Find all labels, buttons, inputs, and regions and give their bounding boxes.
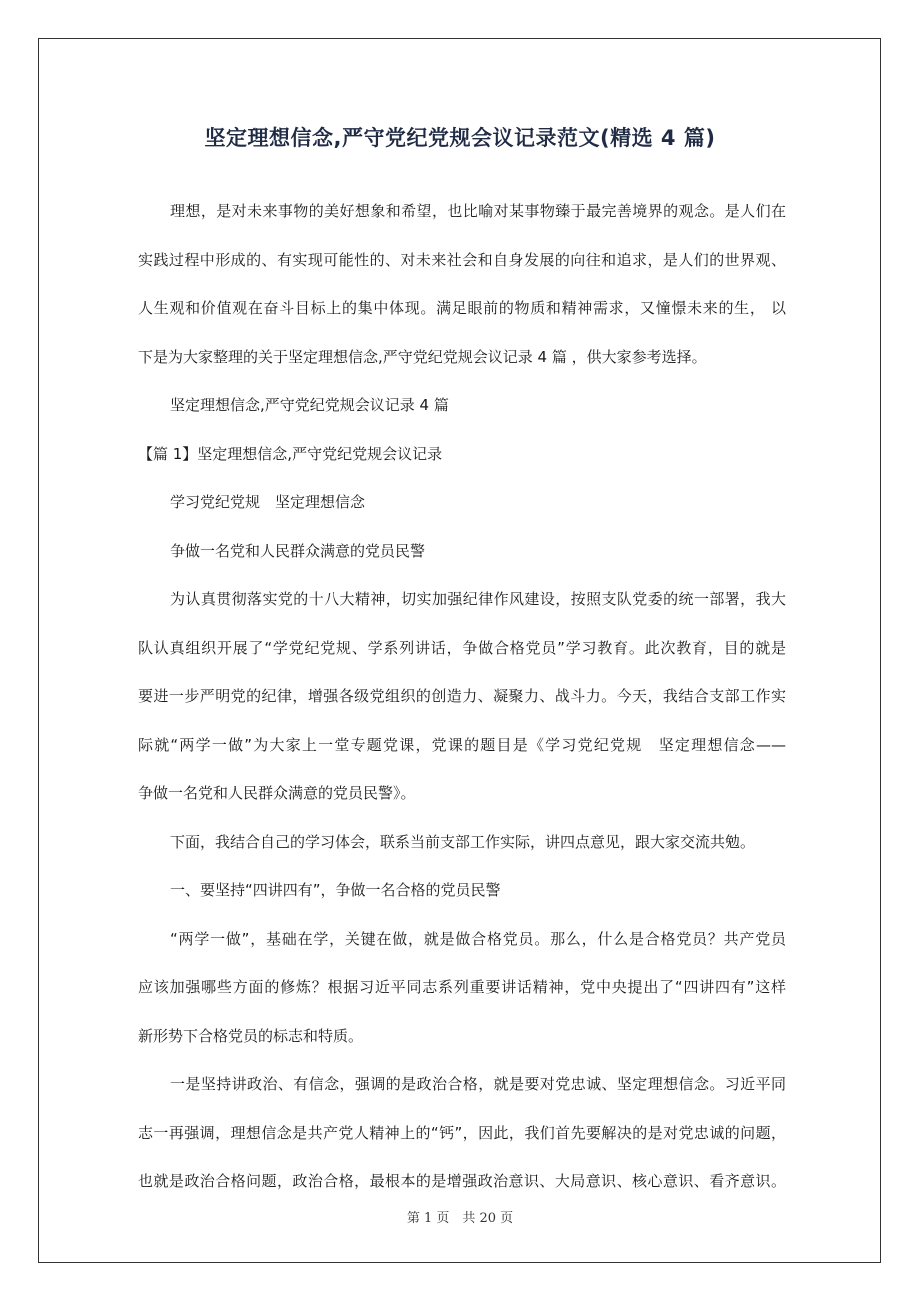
paragraph-line: 下面，我结合自己的学习体会，联系当前支部工作实际，讲四点意见，跟大家交流共勉。 — [170, 832, 756, 851]
paragraph-line: 一是坚持讲政治、有信念，强调的是政治合格，就是要对党忠诚、坚定理想信念。习近平同 — [170, 1075, 786, 1093]
talk-subtitle: 争做一名党和人民群众满意的党员民警 — [170, 541, 426, 560]
paragraph-line: 队认真组织开展了“学党纪党规、学系列讲话，争做合格党员”学习教育。此次教育，目的就是 — [138, 638, 786, 657]
section-subtitle: 坚定理想信念,严守党纪党规会议记录 4 篇 — [170, 396, 449, 414]
paragraph-line: 际就“两学一做”为大家上一堂专题党课，党课的题目是《学习党纪党规 坚定理想信念—— — [138, 735, 786, 754]
paragraph-line: 应该加强哪些方面的修炼？根据习近平同志系列重要讲话精神，党中央提出了“四讲四有”这样 — [138, 978, 786, 996]
paragraph-line: 理想，是对未来事物的美好想象和希望，也比喻对某事物臻于最完善境界的观念。是人们在 — [170, 202, 786, 220]
paragraph-line: 为认真贯彻落实党的十八大精神，切实加强纪律作风建设，按照支队党委的统一部署，我大 — [170, 590, 786, 608]
document-title: 坚定理想信念,严守党纪党规会议记录范文(精选 4 篇) — [204, 126, 716, 150]
paragraph-line: 人生观和价值观在奋斗目标上的集中体现。满足眼前的物质和精神需求，又憧憬未来的生， 以 — [138, 299, 786, 317]
page-number: 第 1 页 共 20 页 — [406, 1211, 514, 1226]
paragraph-line: 也就是政治合格问题，政治合格，最根本的是增强政治意识、大局意识、核心意识、看齐意识。 — [138, 1172, 786, 1190]
talk-title: 学习党纪党规 坚定理想信念 — [170, 493, 366, 511]
paragraph-line: 争做一名党和人民群众满意的党员民警》。 — [138, 784, 416, 802]
paragraph-line: 要进一步严明党的纪律，增强各级党组织的创造力、凝聚力、战斗力。今天，我结合支部工作实 — [138, 687, 786, 705]
document-body — [138, 200, 786, 1219]
paragraph-line: 下是为大家整理的关于坚定理想信念,严守党纪党规会议记录 4 篇 ，供大家参考选择。 — [138, 347, 707, 366]
point-heading: 一、要坚持“四讲四有”，争做一名合格的党员民警 — [170, 881, 501, 899]
paragraph-line: 实践过程中形成的、有实现可能性的、对未来社会和自身发展的向往和追求，是人们的世界观、 — [138, 250, 786, 269]
section-heading: 【篇 1】坚定理想信念,严守党纪党规会议记录 — [138, 444, 443, 463]
paragraph-line: 志一再强调，理想信念是共产党人精神上的“钙”，因此，我们首先要解决的是对党忠诚的问题， — [138, 1123, 786, 1142]
paragraph-line: 新形势下合格党员的标志和特质。 — [138, 1026, 364, 1045]
paragraph-line: “两学一做”，基础在学，关键在做，就是做合格党员。那么，什么是合格党员？共产党员 — [170, 929, 786, 948]
